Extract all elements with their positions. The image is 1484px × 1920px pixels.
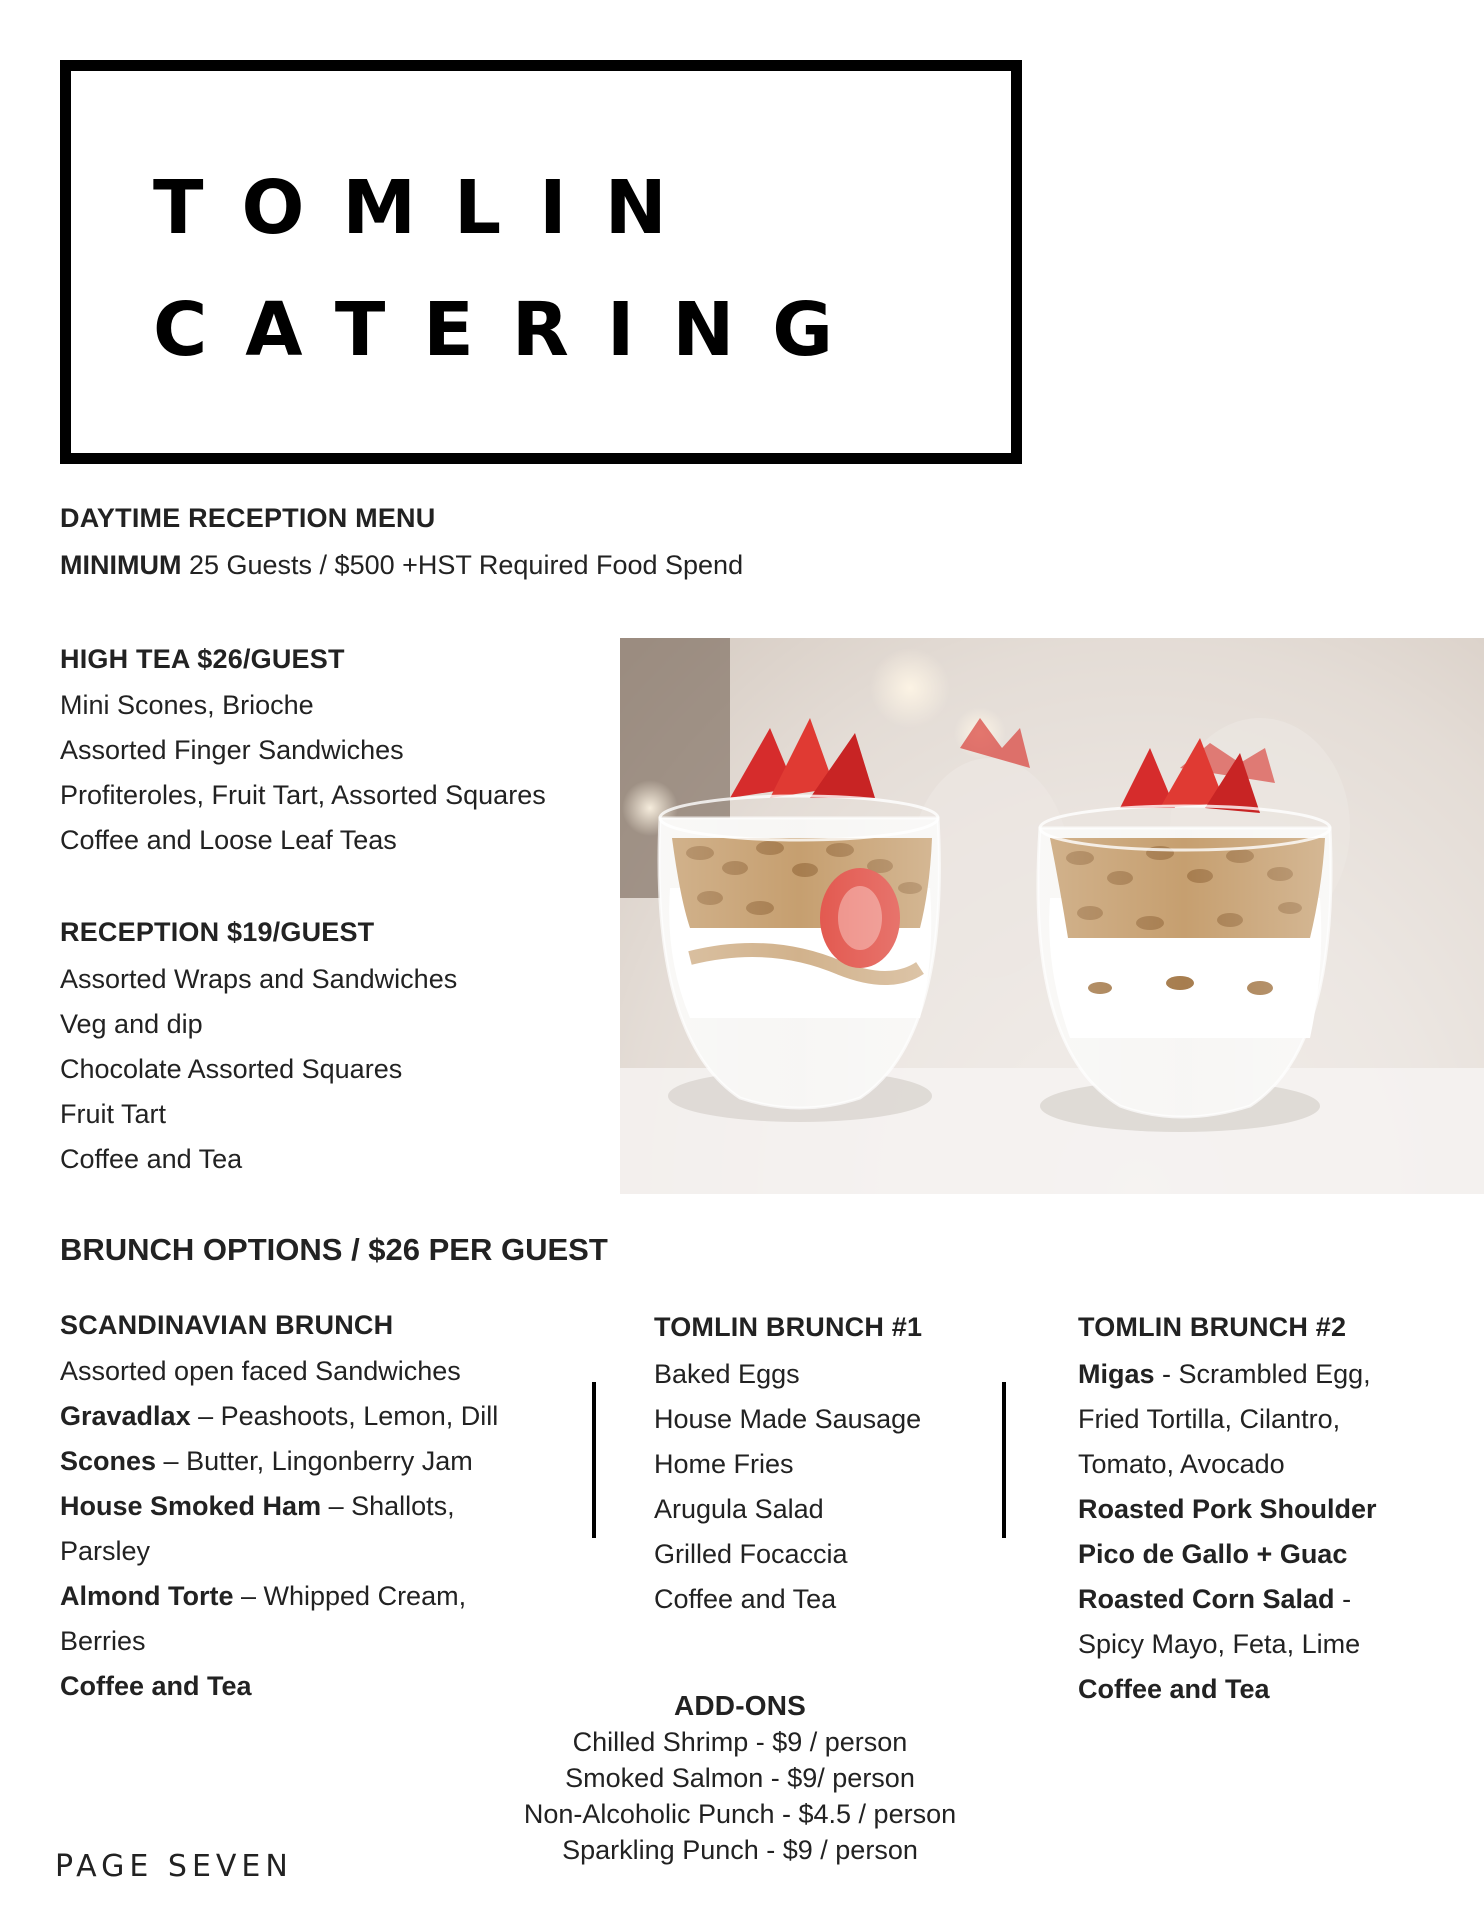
list-item: [60, 1484, 498, 1529]
list-item: Tomato, Avocado: [1078, 1449, 1285, 1479]
minimum-text: 25 Guests / $500 +HST Required Food Spend: [181, 550, 744, 580]
parfait-illustration: [620, 638, 1484, 1194]
list-item: Fruit Tart: [60, 1099, 167, 1129]
list-item: Profiteroles, Fruit Tart, Assorted Squares: [60, 780, 546, 810]
list-item: [1078, 1532, 1377, 1577]
item-detail: - Scrambled Egg,: [1154, 1359, 1371, 1389]
tomlin-brunch-2-list: [1078, 1352, 1377, 1712]
list-item: Chilled Shrimp - $9 / person: [572, 1727, 908, 1757]
list-item: [60, 1394, 498, 1439]
item-name: Pico de Gallo + Guac: [1078, 1539, 1348, 1569]
list-item: Grilled Focaccia: [654, 1539, 848, 1569]
brunch-heading: BRUNCH OPTIONS / $26 PER GUEST: [60, 1232, 608, 1267]
list-item: [1078, 1577, 1377, 1622]
item-name: House Smoked Ham: [60, 1491, 322, 1521]
list-item: Spicy Mayo, Feta, Lime: [1078, 1629, 1361, 1659]
list-item: [60, 1574, 498, 1619]
minimum-label: MINIMUM: [60, 550, 182, 580]
column-divider: [592, 1382, 596, 1538]
list-item: Home Fries: [654, 1449, 794, 1479]
high-tea-heading: HIGH TEA $26/GUEST: [60, 644, 345, 674]
item-name: Coffee and Tea: [1078, 1674, 1270, 1704]
title-box: [60, 60, 1022, 464]
list-item: Coffee and Loose Leaf Teas: [60, 825, 397, 855]
title-line-1: TOMLIN: [153, 165, 705, 251]
list-item: Berries: [60, 1626, 146, 1656]
list-item: Veg and dip: [60, 1009, 203, 1039]
addons-list: [480, 1724, 1000, 1868]
list-item: Assorted Wraps and Sandwiches: [60, 964, 458, 994]
list-item: Fried Tortilla, Cilantro,: [1078, 1404, 1341, 1434]
item-name: Roasted Corn Salad: [1078, 1584, 1335, 1614]
item-name: Coffee and Tea: [60, 1671, 252, 1701]
item-detail: -: [1334, 1584, 1352, 1614]
list-item: Assorted Finger Sandwiches: [60, 735, 404, 765]
menu-title: DAYTIME RECEPTION MENU: [60, 503, 436, 533]
item-name: Migas: [1078, 1359, 1155, 1389]
list-item: [1078, 1667, 1377, 1712]
list-item: [1078, 1352, 1377, 1397]
list-item: Coffee and Tea: [654, 1584, 837, 1614]
addons-heading: ADD-ONS: [673, 1690, 807, 1721]
list-item: Sparkling Punch - $9 / person: [562, 1835, 918, 1865]
list-item: [60, 1664, 498, 1709]
list-item: Mini Scones, Brioche: [60, 690, 314, 720]
item-name: Scones: [60, 1446, 157, 1476]
reception-list: [60, 957, 457, 1182]
title-line-2: CATERING: [153, 287, 872, 373]
item-detail: – Whipped Cream,: [233, 1581, 467, 1611]
page-label: PAGE SEVEN: [55, 1849, 293, 1884]
item-name: Gravadlax: [60, 1401, 191, 1431]
list-item: Baked Eggs: [654, 1359, 800, 1389]
item-detail: – Shallots,: [321, 1491, 455, 1521]
list-item: Non-Alcoholic Punch - $4.5 / person: [523, 1799, 957, 1829]
list-item: Parsley: [60, 1536, 151, 1566]
tomlin-brunch-1-heading: TOMLIN BRUNCH #1: [654, 1312, 923, 1342]
list-item: Chocolate Assorted Squares: [60, 1054, 403, 1084]
item-detail: – Butter, Lingonberry Jam: [156, 1446, 473, 1476]
tomlin-brunch-2-heading: TOMLIN BRUNCH #2: [1078, 1312, 1347, 1342]
list-item: [1078, 1487, 1377, 1532]
list-item: House Made Sausage: [654, 1404, 922, 1434]
scandinavian-list: [60, 1349, 498, 1709]
minimum-line: [60, 543, 743, 588]
list-item: Assorted open faced Sandwiches: [60, 1356, 461, 1386]
reception-heading: RECEPTION $19/GUEST: [60, 917, 375, 947]
list-item: Arugula Salad: [654, 1494, 824, 1524]
high-tea-list: [60, 683, 546, 863]
item-detail: – Peashoots, Lemon, Dill: [190, 1401, 499, 1431]
column-divider: [1002, 1382, 1006, 1538]
parfait-photo: [620, 638, 1484, 1194]
list-item: [60, 1439, 498, 1484]
scandinavian-heading: SCANDINAVIAN BRUNCH: [60, 1310, 394, 1340]
list-item: Coffee and Tea: [60, 1144, 243, 1174]
tomlin-brunch-1-list: [654, 1352, 921, 1622]
item-name: Roasted Pork Shoulder: [1078, 1494, 1377, 1524]
item-name: Almond Torte: [60, 1581, 234, 1611]
list-item: Smoked Salmon - $9/ person: [565, 1763, 915, 1793]
